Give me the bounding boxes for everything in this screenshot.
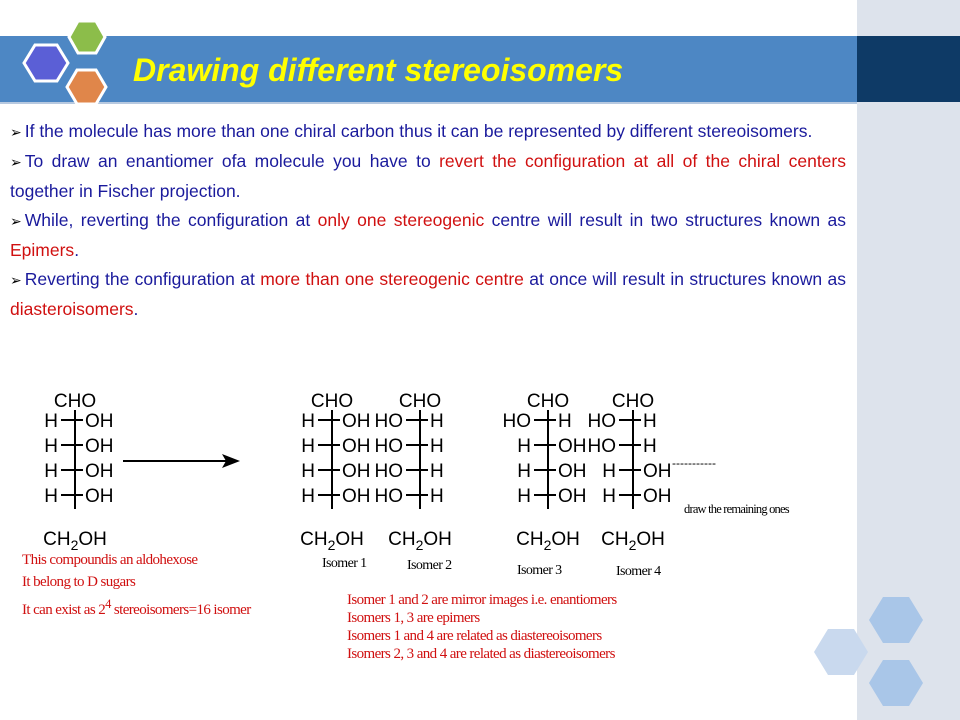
bullet-text: . xyxy=(133,299,139,319)
left-substituent: H xyxy=(301,461,315,482)
decorative-hexagons-icon xyxy=(805,590,930,715)
compound-note-2: It belong to D sugars xyxy=(22,574,136,590)
bullet-text: While, reverting the configuration at xyxy=(24,210,318,230)
structure-bottom-group: $CH_2OH$ xyxy=(388,529,452,553)
compound-notes xyxy=(22,549,251,621)
left-substituent: H xyxy=(301,486,315,507)
right-substituent: OH xyxy=(342,411,371,432)
bullet-text: at once will result in structures known as xyxy=(523,269,846,289)
bullet-text: Reverting the configuration at xyxy=(24,269,261,289)
left-substituent: H xyxy=(301,411,315,432)
bullet-item xyxy=(10,117,846,147)
right-substituent: H xyxy=(643,411,657,432)
right-substituent: OH xyxy=(643,486,672,507)
aside-note: draw the remaining ones xyxy=(684,502,789,516)
left-substituent: HO xyxy=(587,436,616,457)
left-substituent: HO xyxy=(374,461,403,482)
left-substituent: H xyxy=(44,461,58,482)
right-substituent: OH xyxy=(85,436,114,457)
bullet-text: together in Fischer projection. xyxy=(10,181,241,201)
structure-top-group: CHO xyxy=(53,391,97,412)
right-substituent: H xyxy=(430,486,444,507)
right-substituent: H xyxy=(430,411,444,432)
isomer-label-3: Isomer 3 xyxy=(517,563,562,578)
structure-bottom-group: $CH_2OH$ xyxy=(601,529,665,553)
compound-note-1: This compoundis an aldohexose xyxy=(22,552,198,568)
bullet-list xyxy=(10,117,846,324)
bullet-item xyxy=(10,206,846,265)
bullet-text: To draw an enantiomer ofa molecule you have to xyxy=(24,151,440,171)
header-dark-block xyxy=(857,36,960,102)
right-substituent: OH xyxy=(85,461,114,482)
structure-bottom-group: $CH_2OH$ xyxy=(300,529,364,553)
highlight-text: only one stereogenic xyxy=(317,210,485,230)
header-divider xyxy=(0,102,857,104)
arrow-bullet-icon: ➢ xyxy=(10,154,22,170)
right-substituent: OH xyxy=(342,461,371,482)
bullet-text: centre will result in two structures known as xyxy=(484,210,846,230)
arrow-bullet-icon: ➢ xyxy=(10,213,22,229)
right-substituent: OH xyxy=(342,436,371,457)
structure-top-group: CHO xyxy=(310,391,354,412)
left-substituent: H xyxy=(517,486,531,507)
isomer-label-1: Isomer 1 xyxy=(322,556,367,571)
left-substituent: H xyxy=(44,436,58,457)
relation-note-3: Isomers 1 and 4 are related as diastereoisomers xyxy=(347,628,602,644)
right-substituent: OH xyxy=(558,461,587,482)
relation-note-4: Isomers 2, 3 and 4 are related as diastereoisomers xyxy=(347,646,615,662)
left-substituent: H xyxy=(44,411,58,432)
highlight-text: Epimers xyxy=(10,240,75,260)
left-substituent: H xyxy=(517,461,531,482)
left-substituent: HO xyxy=(502,411,531,432)
structure-top-group: CHO xyxy=(526,391,570,412)
left-substituent: HO xyxy=(374,436,403,457)
right-substituent: OH xyxy=(85,411,114,432)
bullet-text: . xyxy=(74,240,80,260)
left-substituent: H xyxy=(602,461,616,482)
right-substituent: H xyxy=(430,436,444,457)
structure-top-group: CHO xyxy=(611,391,655,412)
hexagon-logo-icon xyxy=(10,18,120,118)
right-substituent: OH xyxy=(85,486,114,507)
dash-note: ----------- xyxy=(672,456,716,470)
highlight-text: more than one stereogenic centre xyxy=(260,269,524,289)
structure-bottom-group: $CH_2OH$ xyxy=(516,529,580,553)
compound-note-3-pre: It can exist as 2 xyxy=(22,602,106,618)
relation-notes xyxy=(347,591,617,663)
bullet-text: If the molecule has more than one chiral carbon thus it can be represented by different stereoisomers. xyxy=(24,121,813,141)
isomer-label-4: Isomer 4 xyxy=(616,564,661,579)
compound-note-3 xyxy=(22,593,251,621)
relation-note-2: Isomers 1, 3 are epimers xyxy=(347,610,480,626)
arrow-bullet-icon: ➢ xyxy=(10,124,22,140)
left-substituent: H xyxy=(44,486,58,507)
compound-note-3-exponent: 4 xyxy=(105,597,111,611)
structure-bottom-group: $CH_2OH$ xyxy=(43,529,107,553)
arrow-bullet-icon: ➢ xyxy=(10,272,22,288)
highlight-text: revert the configuration at all of the chiral centers xyxy=(439,151,846,171)
slide-title: Drawing different stereoisomers xyxy=(133,52,624,88)
compound-note-3-post: stereoisomers=16 isomer xyxy=(110,602,251,618)
right-substituent: H xyxy=(558,411,572,432)
right-substituent: OH xyxy=(643,461,672,482)
left-substituent: H xyxy=(602,486,616,507)
isomer-label-2: Isomer 2 xyxy=(407,558,452,573)
relation-note-1: Isomer 1 and 2 are mirror images i.e. enantiomers xyxy=(347,592,617,608)
right-substituent: H xyxy=(643,436,657,457)
left-substituent: HO xyxy=(374,411,403,432)
left-substituent: H xyxy=(517,436,531,457)
right-substituent: OH xyxy=(342,486,371,507)
right-substituent: OH xyxy=(558,436,587,457)
left-substituent: H xyxy=(301,436,315,457)
left-substituent: HO xyxy=(587,411,616,432)
left-substituent: HO xyxy=(374,486,403,507)
bullet-item xyxy=(10,265,846,324)
right-substituent: OH xyxy=(558,486,587,507)
highlight-text: diasteroisomers xyxy=(10,299,134,319)
bullet-item xyxy=(10,147,846,206)
structure-top-group: CHO xyxy=(398,391,442,412)
fischer-projections-diagram xyxy=(0,380,700,553)
right-substituent: H xyxy=(430,461,444,482)
